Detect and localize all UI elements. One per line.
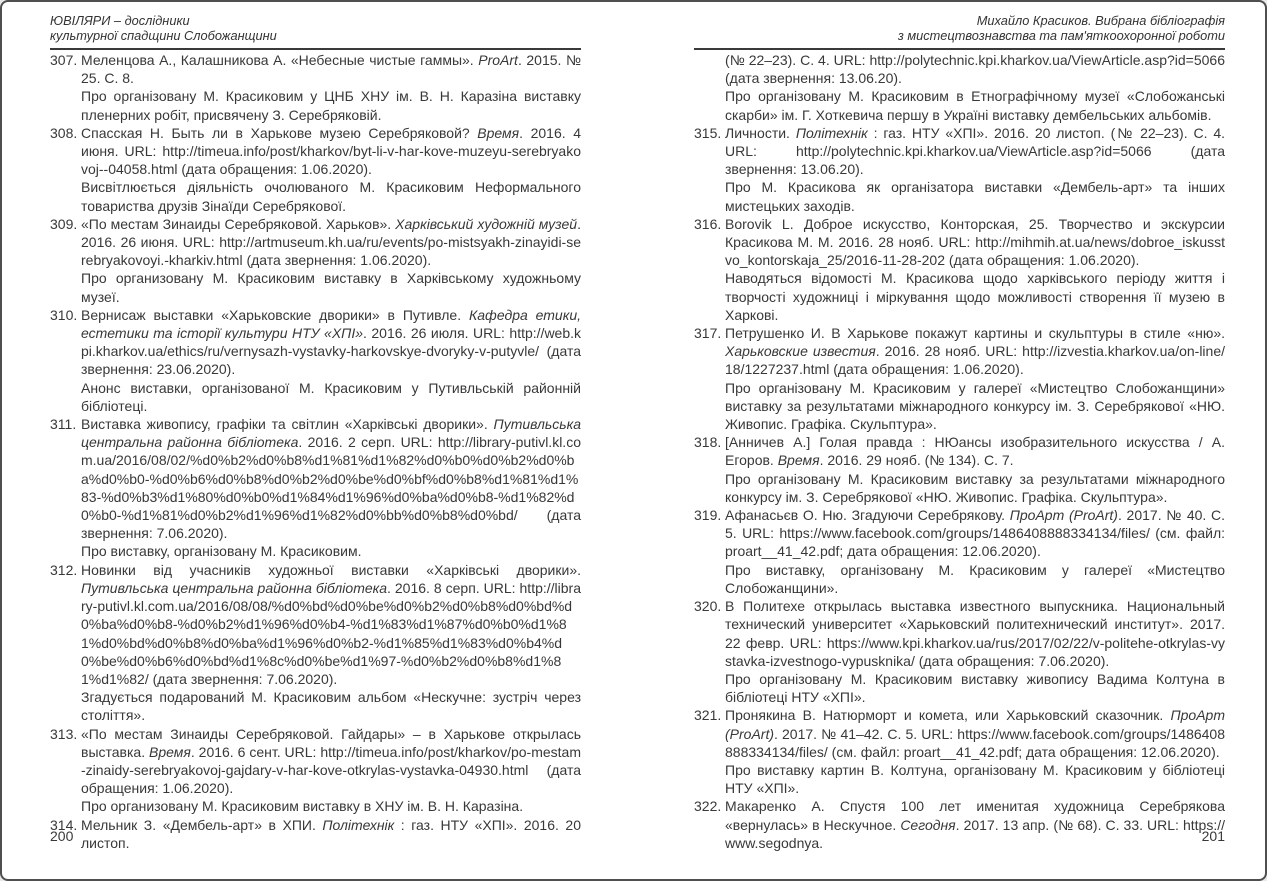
page-number-left: 200	[50, 828, 74, 844]
citation-text: (дата звернення: 23.06.2020).	[81, 343, 581, 378]
entry-annotation: Про М. Красикова як організатора виставки «Дембель-арт» та інших мистецьких заходів.	[725, 179, 1225, 214]
source-title: Сегодня	[900, 816, 956, 833]
entry-citation	[81, 415, 581, 542]
page-201	[694, 2, 1225, 881]
entry-url: http://polytechnic.kpi.kharkov.ua/ViewArticle.asp?id=5066	[796, 143, 1152, 160]
entry-url: http://timeua.info/post/kharkov/po-mestam-zinaidy-serebryakovoj-gajdary-v-har-kove-otkrylas-vystavka-04930.html	[81, 743, 581, 778]
entry-number: 316.	[694, 215, 722, 232]
entry-citation	[81, 124, 581, 179]
citation-text: Макаренко А. Спустя 100 лет именитая художница Серебрякова «вернулась» в Нескучное.	[725, 798, 1225, 833]
citation-text: Меленцова А., Калашникова А. «Небесные чистые гаммы».	[81, 52, 479, 68]
entry-url: https://www.kpi.kharkov.ua/rus/2017/02/22/v-politehe-otkrylas-vystavka-izvestnogo-vypusknika/	[725, 634, 1225, 669]
running-header-right	[694, 14, 1225, 50]
citation-text: . 2016. 28 нояб. URL:	[875, 343, 1023, 360]
entry-annotation: Анонс виставки, організованої М. Красиковим у Путивльській районній бібліотеці.	[81, 379, 581, 414]
bibliography-entry	[50, 124, 581, 215]
citation-text: . 2017. № 41–42. С. 5. URL:	[774, 725, 958, 742]
bibliography-entries-left	[50, 51, 581, 852]
entry-citation	[725, 597, 1225, 670]
citation-text: Личности.	[725, 124, 796, 141]
running-header-line2: культурної спадщини Слобожанщини	[50, 27, 277, 43]
page-number-right: 201	[1201, 828, 1225, 844]
bibliography-entry	[694, 215, 1225, 324]
bibliography-entry	[694, 797, 1225, 852]
citation-text: . 2016. 4 июня. URL:	[81, 124, 581, 160]
entry-annotation: Про організовану М. Красиковим у галереї «Мистецтво Слобожанщини» виставку за результатами міжнародного конкурсу ім. З. Серебрякової «НЮ. Живопис. Графіка. Скульптура».	[725, 379, 1225, 433]
entry-annotation: Про виставку картин В. Колтуна, організовану М. Красиковим у бібліотеці НТУ «ХПІ».	[725, 761, 1225, 797]
source-title: Путивльська центральна районна бібліотека	[81, 416, 581, 451]
citation-text: (дата обращения: 1.06.2020).	[945, 252, 1140, 269]
citation-text: [Анничев А.] Голая правда : НЮансы изобразительного искусства / А. Егоров.	[725, 434, 1225, 469]
bibliography-entry	[694, 506, 1225, 597]
citation-text: . 2017. 13 апр. (№ 68). С. 33. URL:	[955, 816, 1183, 833]
entry-citation	[725, 124, 1225, 179]
citation-text: (дата звернення: 1.06.2020).	[242, 252, 432, 269]
source-title: Кафедра етики, естетики та історії культури НТУ «ХПІ»	[81, 306, 581, 342]
bibliography-entry	[694, 124, 1225, 215]
entry-citation	[81, 51, 581, 87]
entry-annotation: Про організовану М. Красиковим в Етнографічному музеї «Слобожанські скарби» ім. Г. Хоткевича першу в Україні виставку дембельських альбомів.	[725, 88, 1225, 123]
entry-annotation: Про організовану М. Красиковим виставку за результатами міжнародного конкурсу ім. З. Серебрякової «НЮ. Живопис. Графіка. Скульптура».	[725, 470, 1225, 505]
citation-text: . 2016. 29 нояб. (№ 134). С. 7.	[819, 452, 1014, 469]
entry-number: 319.	[694, 507, 722, 524]
source-title: ПроАрт (ProArt)	[1009, 507, 1118, 524]
source-title: ПроАрт (ProArt)	[725, 707, 1225, 742]
entry-citation	[81, 215, 581, 270]
citation-text: Borovik L. Доброе искусство, Конторская, 25. Творчество и экскурсии Красикова М. М. 2016. 28 нояб. URL:	[725, 215, 1225, 251]
citation-text: . 2017. № 40. С. 5. URL:	[725, 507, 1225, 542]
entry-url: http://timeua.info/post/kharkov/byt-li-v-har-kove-muzeyu-serebryakovoj--04058.html	[81, 143, 581, 178]
entry-url: https://www.facebook.com/groups/1486408888334134/files/	[779, 525, 1150, 542]
bibliography-entry	[694, 597, 1225, 706]
bibliography-entry	[50, 415, 581, 561]
entry-citation	[725, 506, 1225, 561]
running-header-line1: ЮВІЛЯРИ – дослідники	[50, 13, 190, 28]
citation-text: (дата звернення: 7.06.2020).	[81, 507, 581, 542]
citation-text: . 2016. 8 серп. URL:	[387, 579, 520, 596]
entry-citation-continued	[725, 51, 1225, 87]
citation-text: : газ. НТУ «ХПІ». 2016. 20 листоп. (№ 22–23). С. 4. URL:	[725, 124, 1225, 160]
entry-number: 307.	[50, 52, 78, 68]
entry-annotation: Згадується подарований М. Красиковим альбом «Нескучне: зустріч через століття».	[81, 689, 581, 724]
entry-number: 313.	[50, 725, 78, 742]
entry-url: https://www.facebook.com/groups/1486408888334134/files/	[725, 725, 1225, 760]
bibliography-entry	[50, 306, 581, 415]
citation-text: Мельник З. «Дембель-арт» в ХПИ.	[81, 816, 323, 833]
citation-text: (№ 22–23). С. 4. URL:	[725, 52, 870, 68]
citation-text: . 2016. 26 июля. URL:	[363, 325, 510, 342]
running-header-line2: з мистецтвознавства та пам'яткоохоронної роботи	[897, 27, 1225, 43]
entry-number: 311.	[50, 416, 77, 433]
entry-citation	[81, 725, 581, 798]
source-title: ProArt	[478, 52, 518, 68]
citation-text: Афанасьєв О. Ню. Згадуючи Серебрякову.	[725, 507, 1010, 524]
citation-text: (дата обращения: 1.06.2020).	[177, 161, 372, 178]
entry-url: http://polytechnic.kpi.kharkov.ua/ViewArticle.asp?id=5066	[869, 52, 1225, 68]
entry-number: 320.	[694, 598, 722, 615]
citation-text: Пронякина В. Натюрморт и комета, или Харьковский сказочник.	[725, 707, 1171, 724]
citation-text: Спасская Н. Быть ли в Харькове музею Серебряковой?	[81, 124, 478, 141]
entry-annotation: Про виставку, організовану М. Красиковим у галереї «Мистецтво Слобожанщини».	[725, 561, 1225, 596]
entry-citation	[725, 215, 1225, 270]
entry-annotation: Про організовану М. Красиковим виставку живопису Вадима Колтуна в бібліотеці НТУ «ХПІ».	[725, 670, 1225, 706]
entry-url: http://izvestia.kharkov.ua/on-line/18/1227237.html	[725, 343, 1225, 378]
entry-annotation: Про організовану М. Красиковим у ЦНБ ХНУ ім. В. Н. Каразіна виставку пленерних робіт, присвячену З. Серебряковій.	[81, 88, 581, 123]
entry-annotation: Про организовану М. Красиковим виставку в Харківському художньому музеї.	[81, 270, 581, 305]
entry-url: http://library-putivl.kl.com.ua/2016/08/08/%d0%bd%d0%be%d0%b2%d0%b8%d0%bd%d0%ba%d0%b8-%d0%b2%d1%96%d0%b4-%d1%83%d1%87%d0%b0%d1%81%d0%bd%d0%b8%d0%ba%d1%96%d0%b2-%d1%85%d1%83%d0%b4%d0%be%d0%b6%d0%bd%d1%8c%d0%be%d1%97-%d0%b2%d0%b8%d1%81%d1%82/	[81, 579, 581, 687]
bibliography-entry	[694, 324, 1225, 433]
citation-text: (дата звернення: 13.06.20).	[725, 143, 1225, 178]
bibliography-entry	[50, 816, 581, 852]
bibliography-entry	[694, 433, 1225, 506]
entry-number: 321.	[694, 707, 722, 724]
entry-url: http://mihmih.at.ua/news/dobroe_iskusstvo_kontorskaja_25/2016-11-28-202	[725, 234, 1225, 269]
entry-number: 309.	[50, 215, 78, 232]
citation-text: . 2016. 6 сент. URL:	[190, 743, 321, 760]
entry-citation	[81, 561, 581, 688]
bibliography-entries-right	[694, 51, 1225, 852]
citation-text: Вернисаж выставки «Харьковские дворики» в Путивле.	[81, 306, 469, 323]
citation-text: Петрушенко И. В Харькове покажут картины и скульптуры в стиле «ню».	[725, 325, 1225, 342]
source-title: Харьковские известия	[725, 343, 876, 360]
citation-text: . 2016. 2 серп. URL:	[298, 434, 438, 451]
citation-text: . 2016. 26 июня. URL:	[81, 215, 581, 251]
bibliography-entry	[50, 561, 581, 725]
bibliography-entry	[50, 215, 581, 306]
entry-citation	[725, 324, 1225, 379]
citation-text: . 2015. № 25. С. 8.	[81, 52, 581, 87]
citation-text: «По местам Зинаиды Серебряковой. Гайдары» – в Харькове открылась выставка.	[81, 725, 581, 760]
entry-number: 312.	[50, 561, 78, 578]
bibliography-entry	[694, 51, 1225, 124]
source-title: Время	[777, 452, 820, 469]
entry-number: 322.	[694, 798, 722, 815]
citation-text: (см. файл: proart__41_42.pdf; дата обращения: 12.06.2020).	[827, 743, 1220, 760]
citation-text: «По местам Зинаиды Серебряковой. Харьков».	[81, 215, 396, 232]
entry-number: 310.	[50, 306, 78, 323]
entry-number: 308.	[50, 124, 78, 141]
citation-text: : газ. НТУ «ХПІ». 2016. 20 листоп.	[81, 816, 581, 851]
source-title: Время	[149, 743, 191, 760]
entry-url: https://www.segodnya.	[725, 816, 1225, 851]
citation-text: (дата звернення: 7.06.2020).	[148, 670, 338, 687]
running-header-line1: Михайло Красиков. Вибрана бібліографія	[976, 13, 1225, 28]
citation-text: (дата обращения: 1.06.2020).	[81, 761, 581, 797]
citation-text: (дата обращения: 7.06.2020).	[914, 652, 1110, 669]
entry-annotation: Про виставку, організовану М. Красиковим.	[81, 543, 362, 560]
source-title: Харківський художній музей	[395, 215, 578, 232]
entry-citation	[725, 706, 1225, 761]
citation-text: (дата обращения: 1.06.2020).	[829, 361, 1024, 378]
citation-text: Новинки від учасників художньої виставки «Харківські дворики».	[81, 561, 581, 578]
citation-text: (см. файл: proart__41_42.pdf; дата обращения: 12.06.2020).	[725, 525, 1225, 560]
source-title: Політехнік	[795, 124, 868, 141]
entry-annotation: Про организовану М. Красиковим виставку в ХНУ ім. В. Н. Каразіна.	[81, 798, 524, 815]
entry-annotation: Висвітлюється діяльність очолюваного М. Красиковим Неформального товариства друзів Зінаїди Серебрякової.	[81, 179, 581, 214]
entry-citation	[725, 797, 1225, 852]
source-title: Путивльська центральна районна бібліотека	[81, 579, 388, 596]
citation-text: В Политехе открылась выставка известного выпускника. Национальный технический университет «Харьковский политехнический институт». 2017. 22 февр. URL:	[725, 598, 1225, 651]
bibliography-entry	[694, 706, 1225, 797]
running-header-left	[50, 14, 581, 50]
entry-citation	[81, 306, 581, 379]
bibliography-entry	[50, 725, 581, 816]
citation-text: Виставка живопису, графіки та світлин «Харківські дворики».	[81, 416, 494, 433]
source-title: Время	[477, 124, 520, 141]
entry-citation	[81, 816, 581, 852]
entry-citation	[725, 433, 1225, 469]
entry-number: 317.	[694, 325, 722, 342]
source-title: Політехнік	[322, 816, 395, 833]
entry-number: 318.	[694, 434, 722, 451]
entry-url: http://library-putivl.kl.com.ua/2016/08/02/%d0%b2%d0%b8%d1%81%d1%82%d0%b0%d0%b2%d0%ba%d0%b0-%d0%b6%d0%b8%d0%b2%d0%be%d0%bf%d0%b8%d1%81%d1%83-%d0%b3%d1%80%d0%b0%d1%84%d1%96%d0%ba%d0%b8-%d1%82%d0%b0-%d1%81%d0%b2%d1%96%d1%82%d0%bb%d0%b8%d0%bd/	[81, 434, 581, 524]
page-200	[50, 2, 581, 881]
entry-number: 314.	[50, 816, 78, 833]
citation-text: (дата звернення: 13.06.20).	[725, 70, 902, 87]
entry-url: http://artmuseum.kh.ua/ru/events/po-mistsyakh-zinayidi-serebryakovoyi.-kharkiv.html	[81, 234, 581, 269]
entry-annotation: Наводяться відомості М. Красикова щодо харківського періоду життя і творчості художниці і міркування щодо можливості створення її музею в Харкові.	[725, 270, 1225, 323]
bibliography-entry	[50, 51, 581, 124]
entry-number: 315.	[694, 124, 722, 141]
entry-url: http://web.kpi.kharkov.ua/ethics/ru/vernysazh-vystavky-harkovskye-dvoryky-v-putyvle/	[81, 325, 582, 360]
